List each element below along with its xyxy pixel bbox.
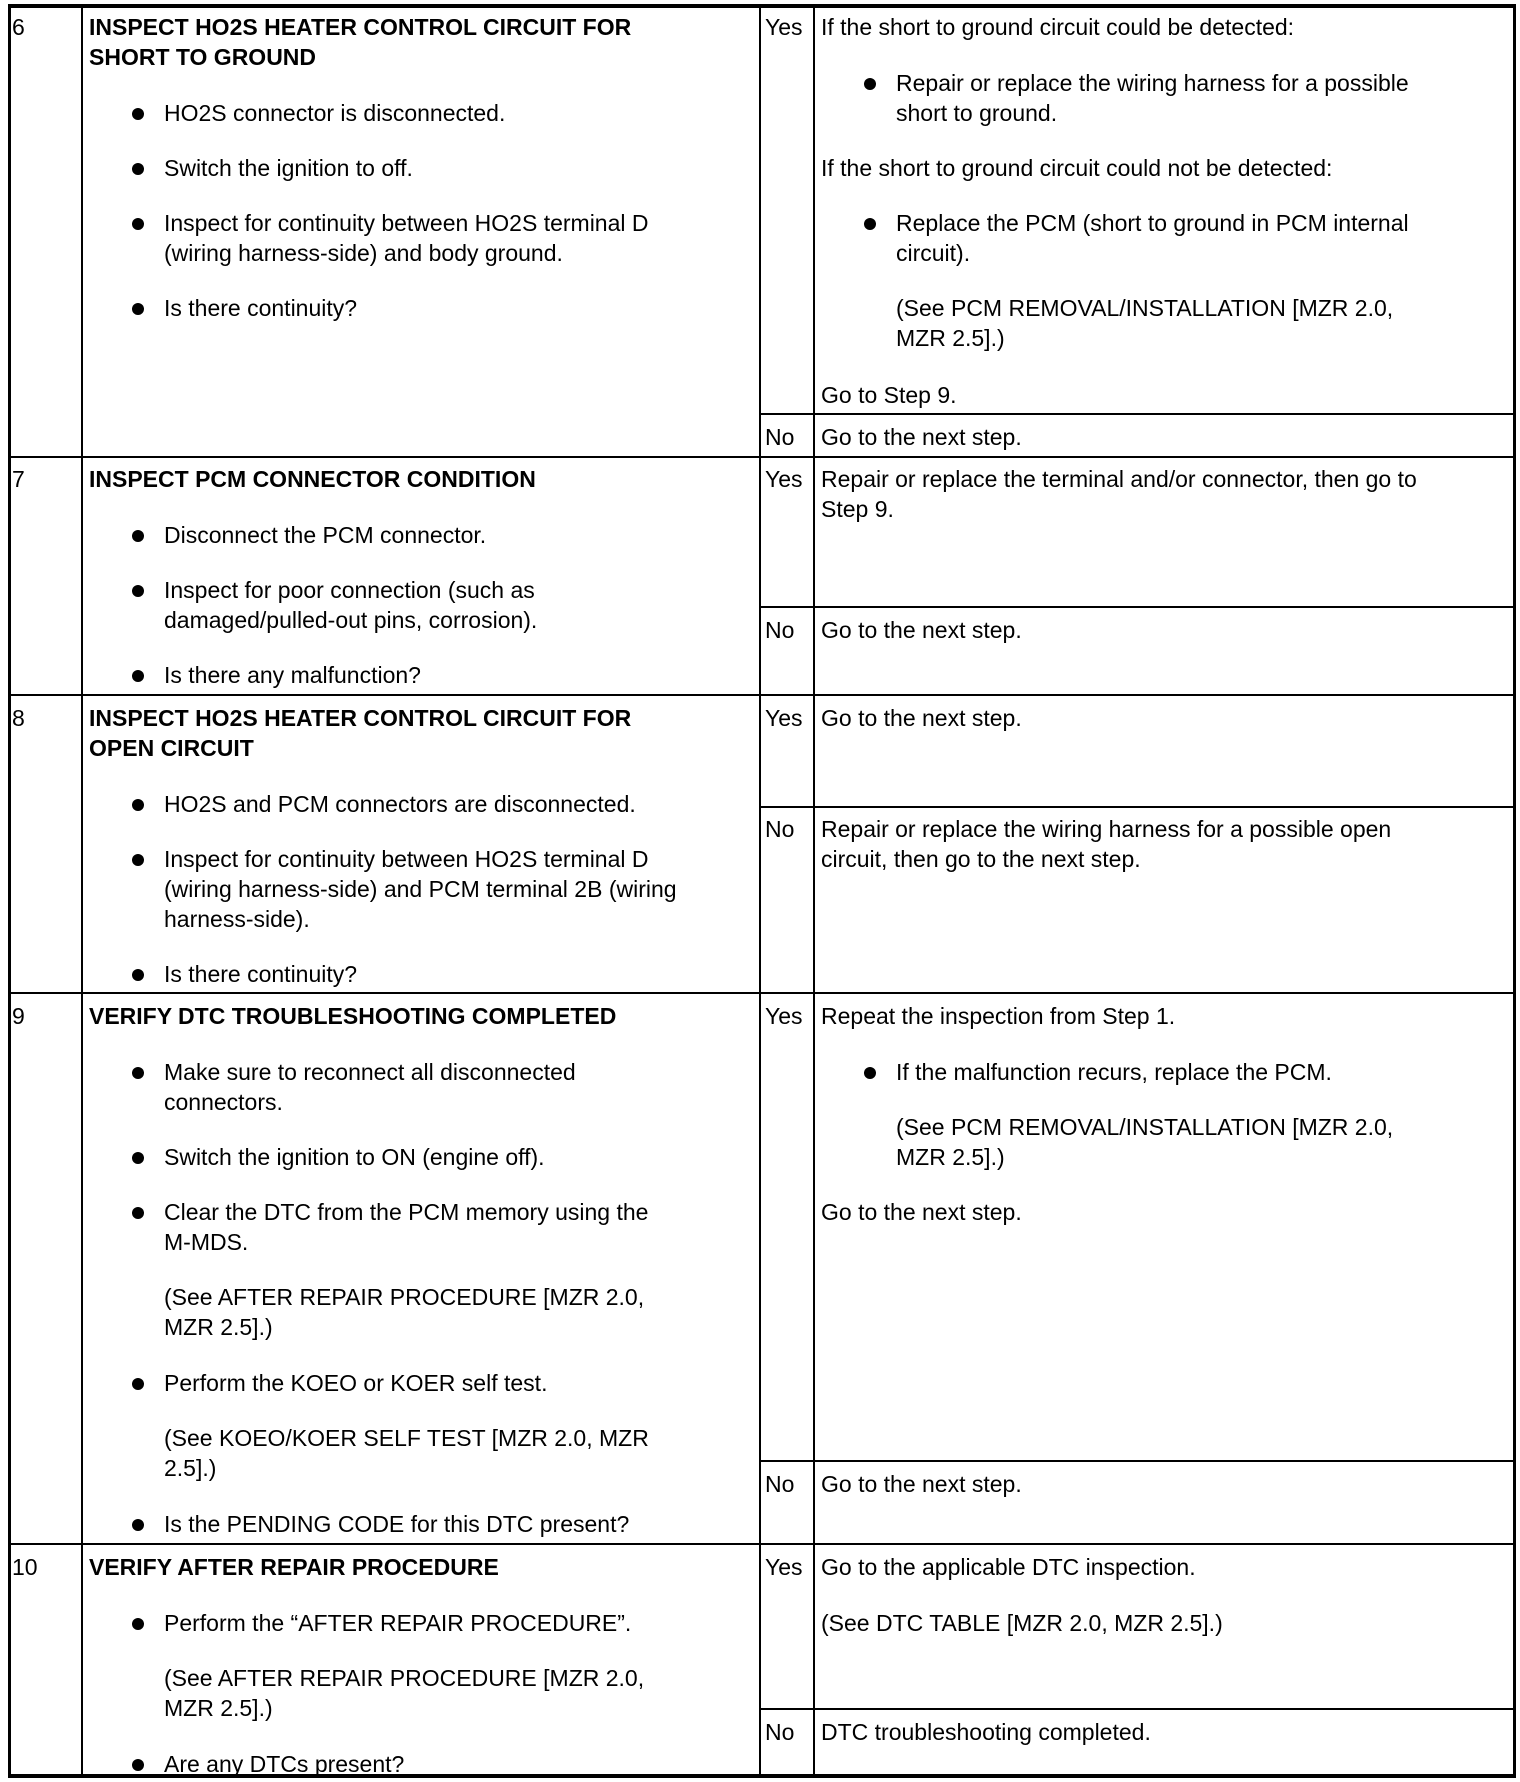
action-item: Is there continuity?: [164, 295, 358, 321]
bullet-icon: [132, 1618, 144, 1630]
reference-link[interactable]: (See AFTER REPAIR PROCEDURE [MZR 2.0,: [164, 1284, 645, 1310]
result-text: Go to Step 9.: [821, 382, 957, 408]
bullet-icon: [132, 163, 144, 175]
action-item: Are any DTCs present?: [164, 1751, 405, 1777]
result-text: Go to the applicable DTC inspection.: [821, 1554, 1196, 1580]
result-text: Repair or replace the wiring harness for a possible open: [821, 816, 1392, 842]
yes-label: Yes: [765, 14, 803, 40]
action-item: Inspect for poor connection (such as: [164, 577, 535, 603]
result-text: short to ground.: [896, 100, 1058, 126]
result-text: Go to the next step.: [821, 1471, 1022, 1497]
bullet-icon: [864, 218, 876, 230]
bullet-icon: [132, 670, 144, 682]
result-text: If the short to ground circuit could be detected:: [821, 14, 1295, 40]
no-label: No: [765, 1719, 795, 1745]
reference-link[interactable]: MZR 2.5].): [164, 1314, 273, 1340]
table-border-top: [8, 4, 1516, 8]
action-item: Switch the ignition to ON (engine off).: [164, 1144, 545, 1170]
action-item: (wiring harness-side) and body ground.: [164, 240, 563, 266]
bullet-icon: [864, 1067, 876, 1079]
column-divider-step: [81, 4, 83, 1778]
action-item: Inspect for continuity between HO2S terminal D: [164, 210, 649, 236]
result-text: Repeat the inspection from Step 1.: [821, 1003, 1176, 1029]
result-text: Repair or replace the wiring harness for a possible: [896, 70, 1409, 96]
action-item: Is there any malfunction?: [164, 662, 421, 688]
row-divider: [8, 992, 1516, 994]
step-title: VERIFY AFTER REPAIR PROCEDURE: [89, 1554, 499, 1580]
action-item: Switch the ignition to off.: [164, 155, 413, 181]
action-item: Inspect for continuity between HO2S terminal D: [164, 846, 649, 872]
bullet-icon: [132, 530, 144, 542]
reference-link[interactable]: (See PCM REMOVAL/INSTALLATION [MZR 2.0,: [896, 1114, 1394, 1140]
action-item: Is there continuity?: [164, 961, 358, 987]
step-number: 7: [12, 466, 25, 492]
reference-link[interactable]: 2.5].): [164, 1455, 217, 1481]
action-item: damaged/pulled-out pins, corrosion).: [164, 607, 538, 633]
no-label: No: [765, 424, 795, 450]
result-text: DTC troubleshooting completed.: [821, 1719, 1151, 1745]
yes-no-divider: [760, 1460, 1516, 1462]
bullet-icon: [132, 218, 144, 230]
yes-no-divider: [760, 606, 1516, 608]
result-text: Go to the next step.: [821, 705, 1022, 731]
bullet-icon: [132, 854, 144, 866]
bullet-icon: [132, 303, 144, 315]
no-label: No: [765, 617, 795, 643]
action-item: Perform the KOEO or KOER self test.: [164, 1370, 548, 1396]
table-border-left: [8, 4, 11, 1778]
action-item: harness-side).: [164, 906, 310, 932]
yes-label: Yes: [765, 1003, 803, 1029]
step-title: INSPECT HO2S HEATER CONTROL CIRCUIT FOR: [89, 14, 632, 40]
yes-no-divider: [760, 413, 1516, 415]
yes-no-divider: [760, 806, 1516, 808]
action-item: Perform the “AFTER REPAIR PROCEDURE”.: [164, 1610, 632, 1636]
step-number: 8: [12, 705, 25, 731]
yes-label: Yes: [765, 1554, 803, 1580]
step-number: 10: [12, 1554, 38, 1580]
reference-link[interactable]: MZR 2.5].): [896, 1144, 1005, 1170]
table-border-right: [1513, 4, 1516, 1778]
step-title: VERIFY DTC TROUBLESHOOTING COMPLETED: [89, 1003, 617, 1029]
yes-label: Yes: [765, 466, 803, 492]
bullet-icon: [132, 1759, 144, 1771]
reference-link[interactable]: MZR 2.5].): [164, 1695, 273, 1721]
result-text: Go to the next step.: [821, 1199, 1022, 1225]
column-divider-result: [813, 4, 815, 1778]
step-title: OPEN CIRCUIT: [89, 735, 254, 761]
action-item: M-MDS.: [164, 1229, 249, 1255]
bullet-icon: [132, 1207, 144, 1219]
bullet-icon: [132, 1519, 144, 1531]
no-label: No: [765, 816, 795, 842]
result-text: If the malfunction recurs, replace the PCM.: [896, 1059, 1332, 1085]
step-title: INSPECT HO2S HEATER CONTROL CIRCUIT FOR: [89, 705, 632, 731]
row-divider: [8, 1543, 1516, 1545]
action-item: HO2S connector is disconnected.: [164, 100, 506, 126]
step-number: 9: [12, 1003, 25, 1029]
bullet-icon: [132, 969, 144, 981]
reference-link[interactable]: (See PCM REMOVAL/INSTALLATION [MZR 2.0,: [896, 295, 1394, 321]
row-divider: [8, 694, 1516, 696]
bullet-icon: [864, 78, 876, 90]
action-item: Clear the DTC from the PCM memory using the: [164, 1199, 649, 1225]
bullet-icon: [132, 108, 144, 120]
bullet-icon: [132, 585, 144, 597]
result-text: circuit).: [896, 240, 971, 266]
reference-link[interactable]: (See DTC TABLE [MZR 2.0, MZR 2.5].): [821, 1610, 1223, 1636]
step-title: INSPECT PCM CONNECTOR CONDITION: [89, 466, 536, 492]
step-title: SHORT TO GROUND: [89, 44, 317, 70]
result-text: circuit, then go to the next step.: [821, 846, 1141, 872]
bullet-icon: [132, 1067, 144, 1079]
yes-no-divider: [760, 1708, 1516, 1710]
action-item: HO2S and PCM connectors are disconnected.: [164, 791, 636, 817]
reference-link[interactable]: MZR 2.5].): [896, 325, 1005, 351]
action-item: connectors.: [164, 1089, 283, 1115]
result-text: Go to the next step.: [821, 617, 1022, 643]
action-item: Is the PENDING CODE for this DTC present?: [164, 1511, 630, 1537]
bullet-icon: [132, 1378, 144, 1390]
action-item: (wiring harness-side) and PCM terminal 2B (wiring: [164, 876, 677, 902]
reference-link[interactable]: (See KOEO/KOER SELF TEST [MZR 2.0, MZR: [164, 1425, 649, 1451]
bullet-icon: [132, 1152, 144, 1164]
result-text: Go to the next step.: [821, 424, 1022, 450]
result-text: If the short to ground circuit could not be detected:: [821, 155, 1333, 181]
row-divider: [8, 456, 1516, 458]
action-item: Make sure to reconnect all disconnected: [164, 1059, 576, 1085]
result-text: Repair or replace the terminal and/or connector, then go to: [821, 466, 1417, 492]
bullet-icon: [132, 799, 144, 811]
result-text: Replace the PCM (short to ground in PCM internal: [896, 210, 1409, 236]
column-divider-action: [759, 4, 761, 1778]
reference-link[interactable]: (See AFTER REPAIR PROCEDURE [MZR 2.0,: [164, 1665, 645, 1691]
yes-label: Yes: [765, 705, 803, 731]
no-label: No: [765, 1471, 795, 1497]
action-item: Disconnect the PCM connector.: [164, 522, 487, 548]
step-number: 6: [12, 14, 25, 40]
result-text: Step 9.: [821, 496, 894, 522]
